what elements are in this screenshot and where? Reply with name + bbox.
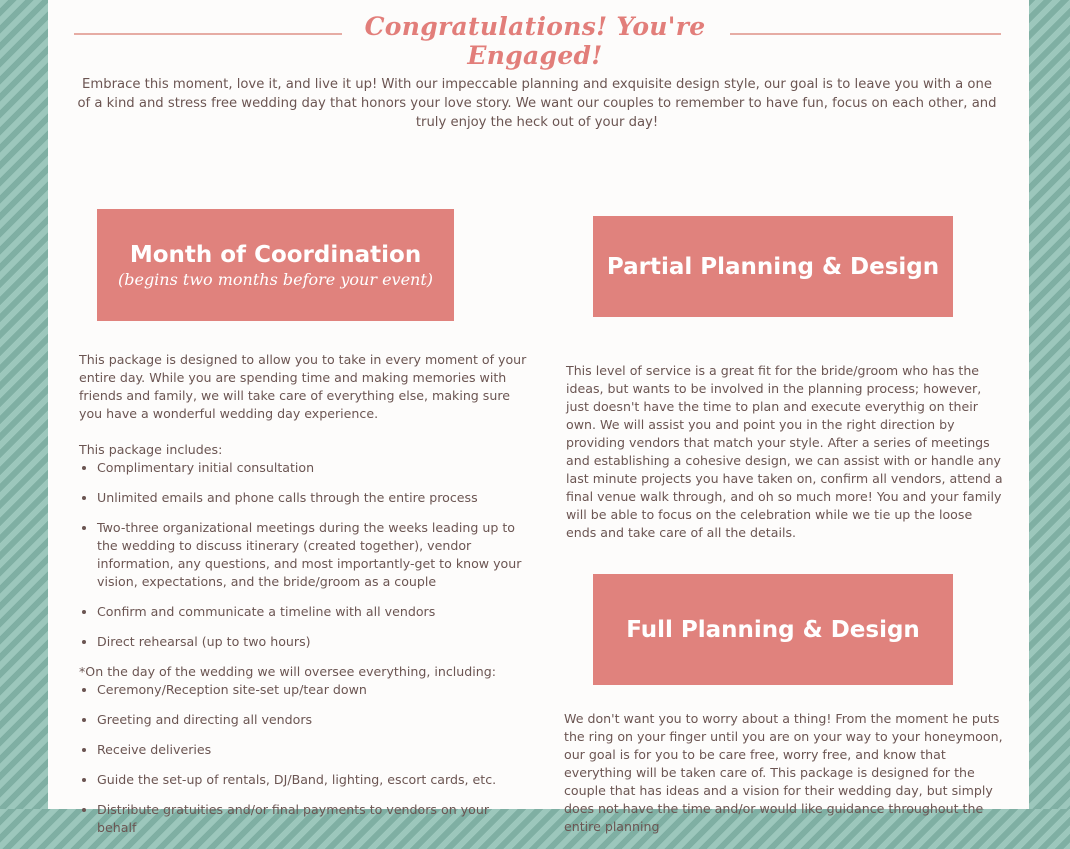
list-item: • Unlimited emails and phone calls through the entire process (97, 489, 529, 507)
list-item: • Greeting and directing all vendors (97, 711, 529, 729)
package-subtitle: (begins two months before your event) (117, 269, 434, 289)
package-month-of-coordination-button[interactable] (97, 209, 454, 321)
package-description: This level of service is a great fit for the bride/groom who has the ideas, but wants to be involved in the planning process; however, just doesn't have the time to plan and execute everythig on their own. We will assist you and point you in the right direction by providing vendors that match your style. After a series of meetings and establishing a cohesive design, we can assist with or handle any last minute projects you have taken on, confirm all vendors, attend a final venue walk through, and oh so much more! You and your family will be able to focus on the celebration while we tie up the loose ends and take care of all the details. (566, 363, 1003, 540)
package-description: This package is designed to allow you to take in every moment of your entire day. While you are spending time and making memories with friends and family, we will take care of everything else, making sure you have a wonderful wedding day experience. (79, 352, 527, 421)
list-item: • Complimentary initial consultation (97, 459, 529, 477)
title-divider-right (730, 33, 1001, 35)
list-item: • Distribute gratuities and/or final payments to vendors on your behalf (97, 801, 529, 837)
includes-heading: This package includes: (79, 442, 223, 457)
package-full-planning-button[interactable] (593, 574, 953, 685)
includes-list (79, 459, 529, 651)
list-item: • Ceremony/Reception site-set up/tear down (97, 681, 529, 699)
content-panel (48, 0, 1029, 835)
package-partial-planning-button[interactable] (593, 216, 953, 317)
partial-planning-details (566, 362, 1006, 542)
list-item: • Two-three organizational meetings during the weeks leading up to the wedding to discuss itinerary (created together), vendor information, any questions, and most importantly-get to know your vision, expectations, and the bride/groom as a couple (97, 519, 529, 591)
package-title: Full Planning & Design (626, 616, 920, 643)
list-item: • Guide the set-up of rentals, DJ/Band, lighting, escort cards, etc. (97, 771, 529, 789)
page-title: Congratulations! You're Engaged! (364, 12, 706, 70)
day-of-list (79, 681, 529, 837)
package-description: We don't want you to worry about a thing! From the moment he puts the ring on your finger until you are on your way to your honeymoon, our goal is for you to be care free, worry free, and know that everything will be taken care of. This package is designed for the couple that has ideas and a vision for their wedding day, but simply does not have the time and/or would like guidance throughout the entire planning (564, 711, 1003, 834)
full-planning-details (564, 710, 1004, 836)
package-title: Partial Planning & Design (606, 253, 940, 280)
intro-paragraph: Embrace this moment, love it, and live it up! With our impeccable planning and exquisite design style, our goal is to leave you with a one of a kind and stress free wedding day that honors your love story. We want our couples to remember to have fun, focus on each other, and truly enjoy the heck out of your day! (77, 77, 997, 130)
list-item: • Receive deliveries (97, 741, 529, 759)
list-item: • Direct rehearsal (up to two hours) (97, 633, 529, 651)
day-of-heading: *On the day of the wedding we will oversee everything, including: (79, 664, 496, 679)
title-divider-left (74, 33, 342, 35)
list-item: • Confirm and communicate a timeline with all vendors (97, 603, 529, 621)
month-of-coordination-details (79, 351, 529, 849)
package-title: Month of Coordination (129, 241, 422, 268)
